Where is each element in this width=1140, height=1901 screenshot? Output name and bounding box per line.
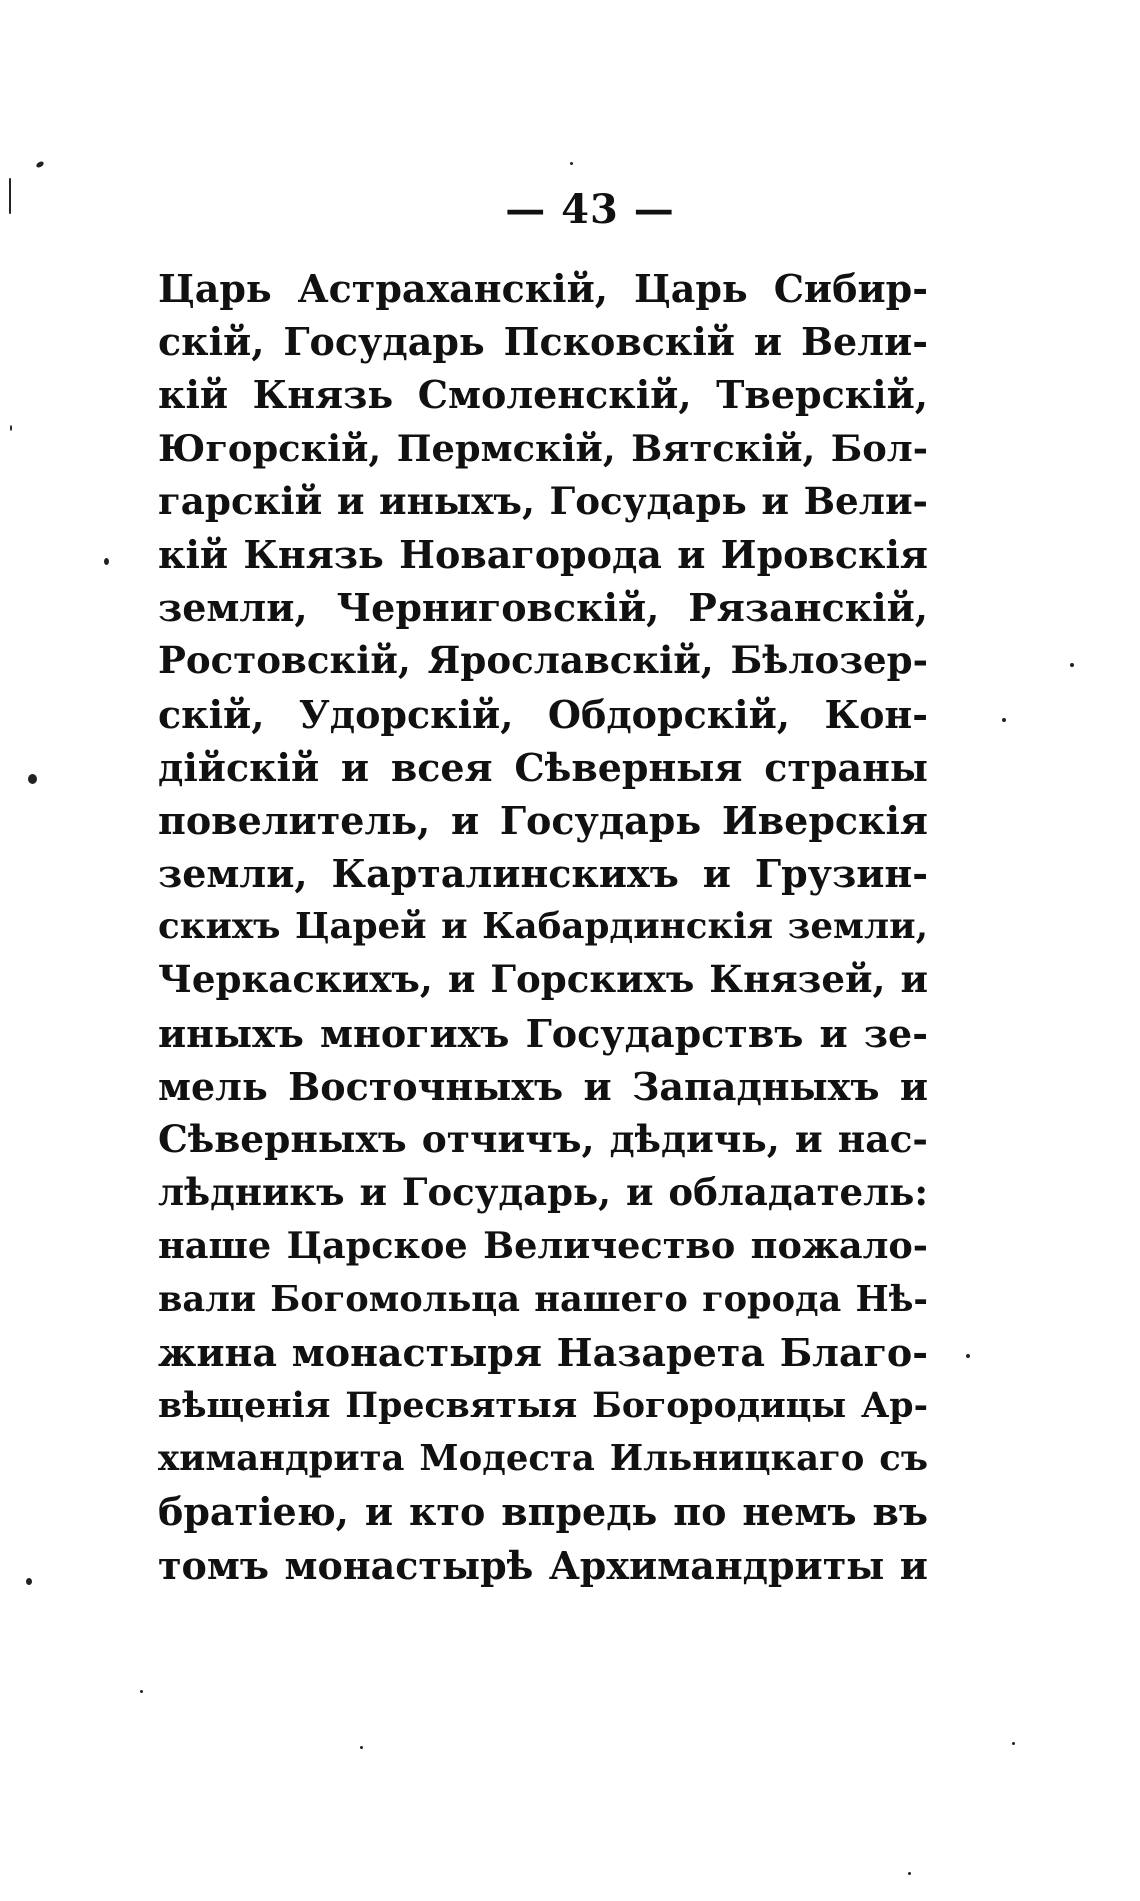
text-line: братіею, и кто впредь по немъ въ bbox=[158, 1489, 928, 1535]
text-line: Югорскій, Пермскій, Вятскій, Бол- bbox=[158, 425, 928, 470]
scan-speck bbox=[1070, 663, 1074, 667]
scan-speck bbox=[908, 1872, 911, 1875]
scan-speck bbox=[28, 774, 37, 784]
text-line: кій Князь Смоленскій, Тверскій, bbox=[158, 372, 928, 418]
text-line: лѣдникъ и Государь, и обладатель: bbox=[158, 1170, 928, 1215]
text-line: томъ монастырѣ Архимандриты и bbox=[158, 1542, 928, 1588]
body-text bbox=[158, 262, 928, 1592]
text-line: вѣщенія Пресвятыя Богородицы Ар- bbox=[158, 1384, 928, 1426]
text-line: вали Богомольца нашего города Нѣ- bbox=[158, 1278, 928, 1320]
scan-speck bbox=[966, 1354, 970, 1358]
text-line: кій Князь Новагорода и Ировскія bbox=[158, 531, 928, 577]
text-line: иныхъ многихъ Государствъ и зе- bbox=[158, 1010, 928, 1056]
text-line: Сѣверныхъ отчичъ, дѣдичь, и нас- bbox=[158, 1117, 928, 1161]
text-line: скій, Удорскій, Обдорскій, Кон- bbox=[158, 691, 928, 737]
text-line: скій, Государь Псковскій и Вели- bbox=[158, 319, 928, 365]
text-line: жина монастыря Назарета Благо- bbox=[158, 1329, 928, 1375]
page-number: — 43 — bbox=[505, 186, 675, 233]
text-line: мель Восточныхъ и Западныхъ и bbox=[158, 1063, 928, 1109]
scan-speck bbox=[140, 1690, 143, 1693]
text-line: повелитель, и Государь Иверскія bbox=[158, 797, 928, 843]
text-line: скихъ Царей и Кабардинскія земли, bbox=[158, 906, 928, 948]
scan-speck bbox=[1012, 1742, 1015, 1745]
text-line: дійскій и всея Сѣверныя страны bbox=[158, 744, 928, 790]
scan-speck bbox=[570, 162, 573, 165]
text-line: земли, Карталинскихъ и Грузин- bbox=[158, 851, 928, 897]
text-line: Черкаскихъ, и Горскихъ Князей, и bbox=[158, 957, 928, 1002]
scan-speck bbox=[1002, 718, 1006, 722]
scan-speck bbox=[10, 425, 12, 431]
scan-speck bbox=[9, 178, 11, 214]
scan-speck bbox=[26, 1578, 32, 1585]
text-line: земли, Черниговскій, Рязанскій, bbox=[158, 585, 928, 631]
text-line: гарскій и иныхъ, Государь и Вели- bbox=[158, 478, 928, 523]
text-line: Ростовскій, Ярославскій, Бѣлозер- bbox=[158, 638, 928, 683]
text-line: химандрита Модеста Ильницкаго съ bbox=[158, 1438, 928, 1480]
text-line: Царь Астраханскій, Царь Сибир- bbox=[158, 266, 928, 311]
text-line: наше Царское Величество пожало- bbox=[158, 1224, 928, 1268]
scan-speck bbox=[360, 1746, 363, 1749]
scan-speck bbox=[104, 558, 109, 565]
scan-speck bbox=[35, 160, 44, 168]
